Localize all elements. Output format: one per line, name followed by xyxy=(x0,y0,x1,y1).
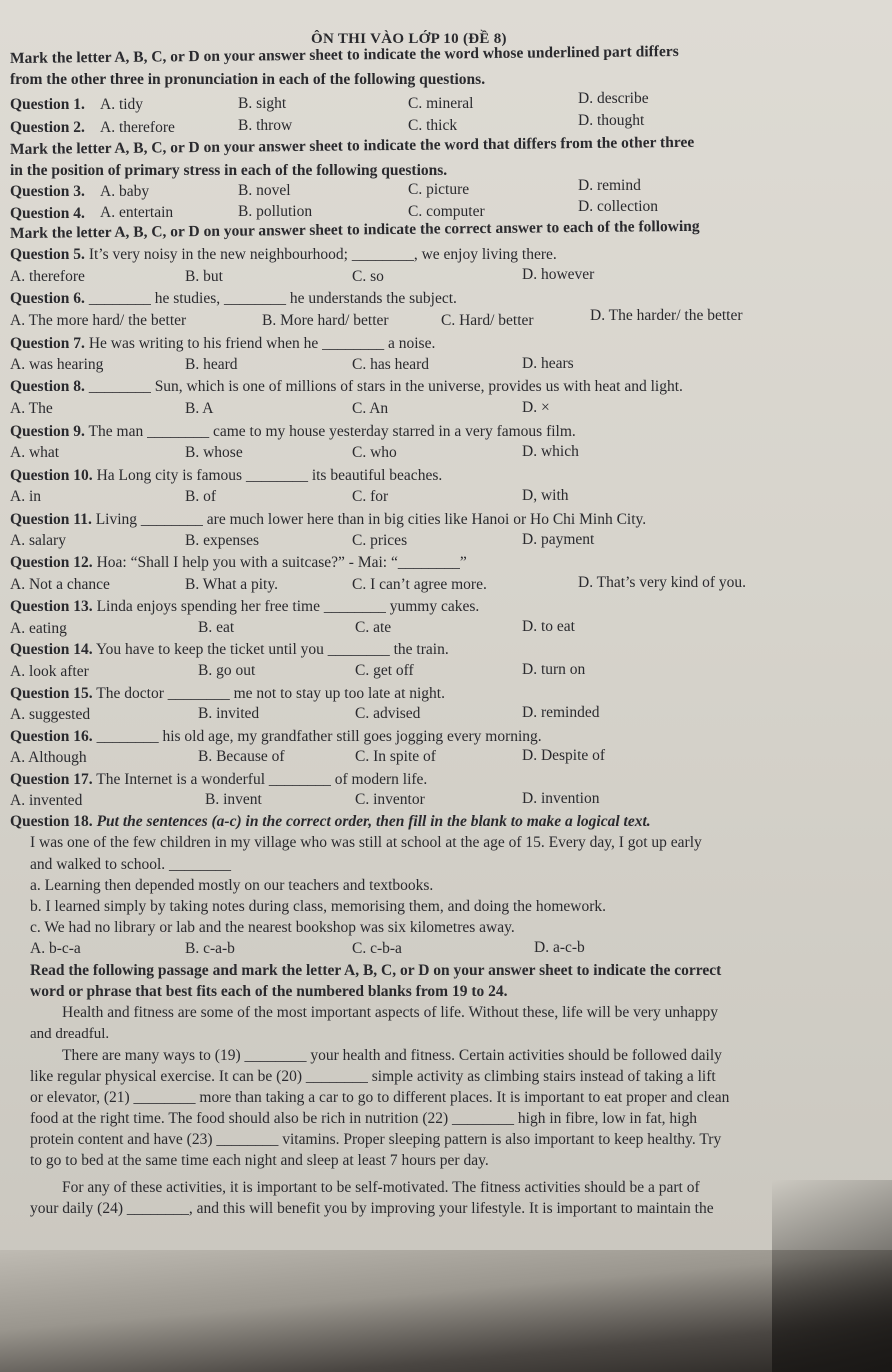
option-c: C. who xyxy=(352,444,397,461)
option-d: D. reminded xyxy=(522,704,600,721)
option-a: A. Not a chance xyxy=(10,576,110,593)
question-stem: ________ Sun, which is one of millions of stars in the universe, provides us with heat and light. xyxy=(88,378,683,395)
option-d: D. remind xyxy=(578,177,641,194)
question-label: Question 4. xyxy=(10,205,85,222)
option-b: B. More hard/ better xyxy=(262,312,389,329)
passage-line: For any of these activities, it is important to be self-motivated. The fitness activities should be a part of xyxy=(62,1179,700,1196)
question-stem: Linda enjoys spending her free time ________ yummy cakes. xyxy=(96,598,480,615)
question-8 xyxy=(10,378,683,396)
option-d: D. however xyxy=(522,266,595,283)
option-c: C. computer xyxy=(408,203,485,220)
question-stem: ________ his old age, my grandfather still goes jogging every morning. xyxy=(96,728,542,745)
sentence-c: c. We had no library or lab and the nearest bookshop was six kilometres away. xyxy=(30,919,515,936)
sentence-b: b. I learned simply by taking notes during class, memorising them, and doing the homework. xyxy=(30,898,606,915)
option-a: A. suggested xyxy=(10,706,91,723)
question-label: Question 2. xyxy=(10,119,85,136)
passage-line: and walked to school. ________ xyxy=(30,856,232,873)
option-a: A. entertain xyxy=(100,204,174,221)
question-label: Question 18. xyxy=(10,813,93,830)
option-b: B. What a pity. xyxy=(185,576,278,593)
section-instruction: Mark the letter A, B, C, or D on your answer sheet to indicate the word that differs from the other three xyxy=(9,133,695,158)
option-d: D. a-c-b xyxy=(534,939,585,956)
question-label: Question 7. xyxy=(10,335,85,352)
section-instruction: word or phrase that best fits each of the numbered blanks from 19 to 24. xyxy=(30,983,508,1000)
question-5 xyxy=(10,246,557,264)
passage-line: your daily (24) ________, and this will benefit you by improving your lifestyle. It is important to maintain the xyxy=(30,1200,714,1217)
section-instruction: Mark the letter A, B, C, or D on your answer sheet to indicate the correct answer to each of the following xyxy=(9,217,700,242)
option-a: A. salary xyxy=(10,532,66,549)
option-a: A. in xyxy=(10,488,41,505)
option-d: D. hears xyxy=(522,355,574,372)
question-stem: Ha Long city is famous ________ its beautiful beaches. xyxy=(96,467,443,484)
question-label: Question 5. xyxy=(10,246,85,263)
option-a: A. therefore xyxy=(10,268,85,285)
page-edge-shadow xyxy=(772,1180,892,1372)
passage-line: to go to bed at the same time each night and sleep at least 7 hours per day. xyxy=(30,1152,489,1169)
question-10 xyxy=(10,467,442,485)
question-13 xyxy=(10,598,479,616)
option-b: B. but xyxy=(185,268,223,285)
question-stem: He was writing to his friend when he ________ a noise. xyxy=(88,335,436,352)
option-b: B. whose xyxy=(185,444,243,461)
passage-line: and dreadful. xyxy=(30,1026,110,1042)
section-instruction: Mark the letter A, B, C, or D on your answer sheet to indicate the word whose underlined part differs xyxy=(9,42,679,67)
question-label: Question 14. xyxy=(10,641,93,658)
option-a: A. baby xyxy=(100,183,150,200)
option-b: B. throw xyxy=(238,117,293,134)
question-16 xyxy=(10,728,542,746)
option-d: D. describe xyxy=(578,90,649,107)
question-label: Question 3. xyxy=(10,183,85,200)
option-c: C. mineral xyxy=(408,95,474,112)
question-label: Question 12. xyxy=(10,554,93,571)
option-b: B. invited xyxy=(198,705,260,722)
option-d: D. which xyxy=(522,443,579,460)
question-14 xyxy=(10,641,449,659)
option-b: B. c-a-b xyxy=(185,940,235,957)
question-label: Question 16. xyxy=(10,728,93,745)
option-d: D. × xyxy=(522,399,550,416)
shadow-region xyxy=(0,1250,892,1372)
passage-line: I was one of the few children in my village who was still at school at the age of 15. Every day, I got up early xyxy=(30,834,702,851)
option-d: D, with xyxy=(522,487,569,504)
option-b: B. A xyxy=(185,400,214,417)
question-15 xyxy=(10,685,445,703)
option-c: C. In spite of xyxy=(355,748,436,765)
option-c: C. inventor xyxy=(355,791,425,808)
question-12 xyxy=(10,554,467,572)
option-c: C. picture xyxy=(408,181,470,198)
page-title: ÔN THI VÀO LỚP 10 (ĐỀ 8) xyxy=(311,31,507,47)
question-stem: The doctor ________ me not to stay up too late at night. xyxy=(96,685,445,702)
passage-line: protein content and have (23) ________ vitamins. Proper sleeping pattern is also important to keep healthy. Try xyxy=(30,1131,722,1148)
passage-line: Health and fitness are some of the most important aspects of life. Without these, life will be very unhappy xyxy=(62,1004,718,1021)
option-c: C. thick xyxy=(408,117,458,134)
option-b: B. expenses xyxy=(185,532,260,549)
question-stem: ________ he studies, ________ he understands the subject. xyxy=(88,290,457,307)
option-a: A. Although xyxy=(10,749,87,766)
question-label: Question 1. xyxy=(10,96,85,113)
option-a: A. what xyxy=(10,444,60,461)
option-d: D. collection xyxy=(578,198,659,215)
question-17 xyxy=(10,771,427,789)
sentence-a: a. Learning then depended mostly on our teachers and textbooks. xyxy=(30,877,434,894)
option-b: B. of xyxy=(185,488,216,505)
option-b: B. invent xyxy=(205,791,262,808)
question-9 xyxy=(10,423,576,441)
option-d: D. payment xyxy=(522,531,595,548)
question-label: Question 8. xyxy=(10,378,85,395)
option-d: D. Despite of xyxy=(522,747,606,764)
option-a: A. look after xyxy=(10,663,89,680)
question-7 xyxy=(10,335,435,353)
question-label: Question 9. xyxy=(10,423,85,440)
option-b: B. eat xyxy=(198,619,235,636)
option-b: B. Because of xyxy=(198,748,285,765)
passage-line: like regular physical exercise. It can be (20) ________ simple activity as climbing stairs instead of taking a lift xyxy=(30,1068,716,1085)
option-c: C. Hard/ better xyxy=(441,312,534,329)
question-11 xyxy=(10,511,646,529)
question-label: Question 13. xyxy=(10,598,93,615)
section-instruction: from the other three in pronunciation in each of the following questions. xyxy=(10,71,486,88)
option-a: A. tidy xyxy=(100,96,144,113)
option-b: B. heard xyxy=(185,356,238,373)
option-a: A. b-c-a xyxy=(30,940,81,957)
option-b: B. pollution xyxy=(238,203,313,220)
question-label: Question 6. xyxy=(10,290,85,307)
question-stem: Living ________ are much lower here than in big cities like Hanoi or Ho Chi Minh City. xyxy=(95,511,647,528)
option-b: B. sight xyxy=(238,95,287,112)
option-a: A. The xyxy=(10,400,53,417)
question-stem: The Internet is a wonderful ________ of modern life. xyxy=(96,771,428,788)
question-18 xyxy=(10,813,651,831)
option-c: C. prices xyxy=(352,532,408,549)
question-label: Question 15. xyxy=(10,685,93,702)
option-d: D. invention xyxy=(522,790,600,807)
option-c: C. advised xyxy=(355,705,421,722)
option-a: A. was hearing xyxy=(10,356,104,373)
option-d: D. That’s very kind of you. xyxy=(578,574,747,591)
option-a: A. therefore xyxy=(100,119,175,136)
option-c: C. so xyxy=(352,268,384,285)
option-a: A. eating xyxy=(10,620,67,637)
option-b: B. go out xyxy=(198,662,256,679)
option-d: D. The harder/ the better xyxy=(590,307,743,324)
option-d: D. turn on xyxy=(522,661,586,678)
section-instruction: Read the following passage and mark the letter A, B, C, or D on your answer sheet to indicate the correct xyxy=(30,962,722,979)
option-d: D. thought xyxy=(578,112,645,129)
option-c: C. c-b-a xyxy=(352,940,402,957)
option-b: B. novel xyxy=(238,182,291,199)
question-stem: You have to keep the ticket until you ________ the train. xyxy=(96,641,449,658)
option-c: C. An xyxy=(352,400,389,417)
option-c: C. has heard xyxy=(352,356,430,373)
question-instruction: Put the sentences (a-c) in the correct order, then fill in the blank to make a logical text. xyxy=(96,813,651,830)
question-6 xyxy=(10,290,457,308)
question-stem: The man ________ came to my house yesterday starred in a very famous film. xyxy=(88,423,576,440)
question-stem: Hoa: “Shall I help you with a suitcase?” - Mai: “________” xyxy=(96,554,467,571)
option-a: A. The more hard/ the better xyxy=(10,312,187,329)
passage-line: food at the right time. The food should also be rich in nutrition (22) ________ high in fibre, low in fat, high xyxy=(30,1110,697,1127)
option-c: C. for xyxy=(352,488,389,505)
section-instruction: in the position of primary stress in each of the following questions. xyxy=(10,162,448,179)
question-label: Question 10. xyxy=(10,467,93,484)
option-d: D. to eat xyxy=(522,618,575,635)
option-a: A. invented xyxy=(10,792,83,809)
option-c: C. get off xyxy=(355,662,414,679)
option-c: C. I can’t agree more. xyxy=(352,576,487,593)
question-stem: It’s very noisy in the new neighbourhood; ________, we enjoy living there. xyxy=(88,246,557,263)
passage-line: or elevator, (21) ________ more than taking a car to go to different places. It is important to eat proper and clean xyxy=(30,1089,730,1106)
option-c: C. ate xyxy=(355,619,392,636)
passage-line: There are many ways to (19) ________ your health and fitness. Certain activities should be followed daily xyxy=(62,1047,722,1064)
question-label: Question 17. xyxy=(10,771,93,788)
question-label: Question 11. xyxy=(10,511,92,528)
